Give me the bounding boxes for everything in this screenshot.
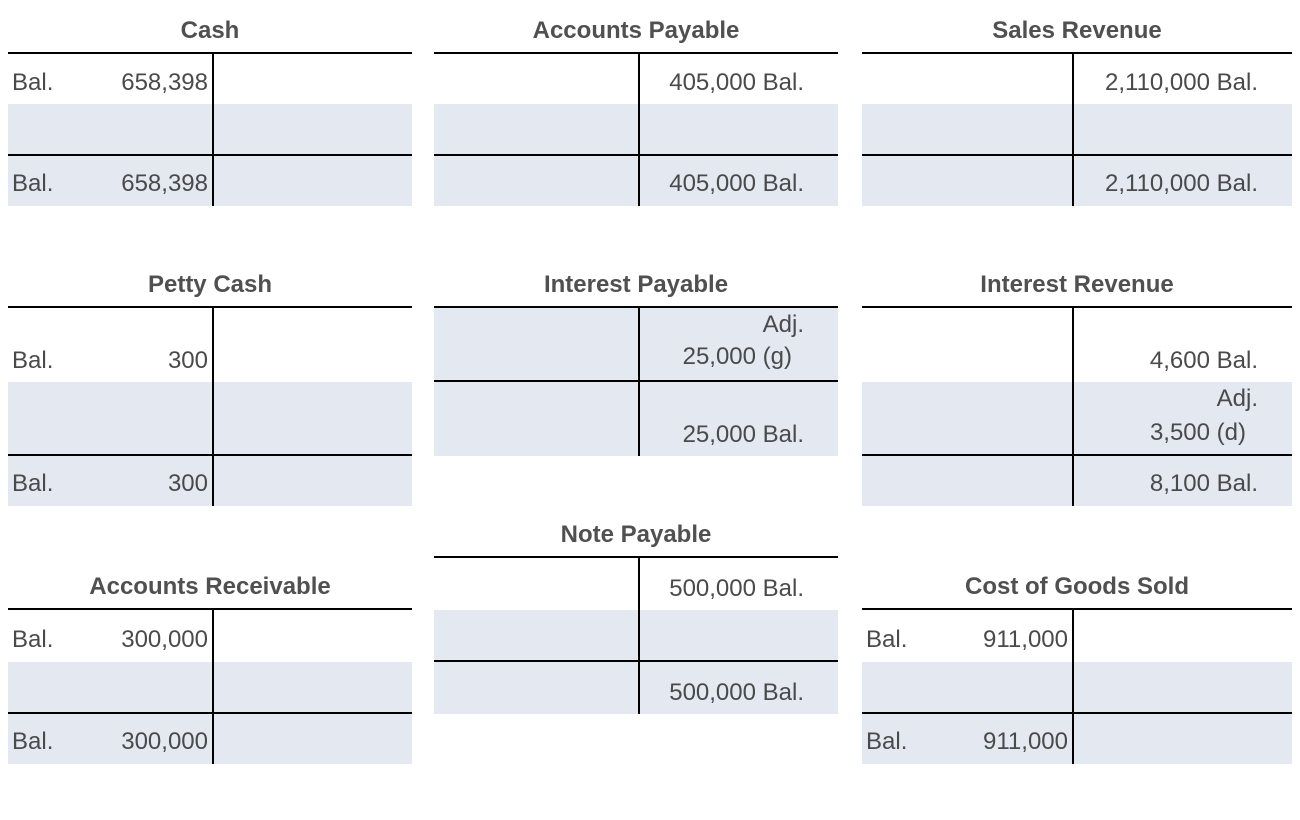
row-opening [8,308,412,382]
t-account-cost-of-goods-sold [862,572,1292,766]
credit-adj-entry: 25,000 (g) [682,343,792,370]
row-entries [8,662,412,712]
credit-closing-amount: 2,110,000 Bal. [1104,170,1258,197]
account-title: Cash [180,17,240,44]
t-account-sales-revenue [862,16,1292,208]
row-closing [862,714,1292,764]
t-account-interest-revenue [862,270,1292,508]
t-account-note-payable [434,520,838,716]
row-opening [8,610,412,662]
account-title: Accounts Payable [532,17,740,44]
row-opening [8,54,412,104]
t-account-accounts-payable [434,16,838,208]
center-rule [212,54,214,206]
debit-opening-amount: 300,000 [121,626,208,653]
row-entries [434,610,838,660]
credit-opening-amount: 500,000 Bal. [669,575,804,602]
row-entries [862,662,1292,712]
center-rule [212,308,214,506]
debit-closing-amount: 300 [167,470,208,497]
account-title: Sales Revenue [992,17,1162,44]
row-closing [8,456,412,506]
center-rule [638,558,640,714]
account-title: Accounts Receivable [89,573,331,600]
t-account-interest-payable [434,270,838,458]
center-rule [1072,308,1074,506]
debit-opening-amount: 658,398 [121,69,208,96]
credit-closing-amount: 405,000 Bal. [669,170,804,197]
center-rule [1072,54,1074,206]
debit-closing-amount: 911,000 [983,728,1068,755]
debit-bal-label: Bal. [12,470,54,497]
debit-bal-label: Bal. [866,728,908,755]
credit-opening-amount: 2,110,000 Bal. [1104,69,1258,96]
credit-adj-label: Adj. [1216,385,1258,412]
row-entries [434,104,838,154]
row-opening [862,610,1292,662]
account-title: Note Payable [560,521,712,548]
debit-bal-label: Bal. [12,170,54,197]
row-closing [8,714,412,764]
center-rule [212,610,214,764]
account-title: Interest Payable [543,271,729,298]
debit-bal-label: Bal. [866,626,908,653]
t-account-cash [8,16,412,208]
row-entries [8,382,412,454]
credit-adj-entry: 3,500 (d) [1149,419,1246,446]
credit-closing-amount: 500,000 Bal. [669,679,804,706]
debit-bal-label: Bal. [12,69,54,96]
debit-bal-label: Bal. [12,626,54,653]
credit-adj-label: Adj. [762,311,804,338]
debit-opening-amount: 911,000 [983,626,1068,653]
account-title: Petty Cash [147,271,273,298]
center-rule [1072,610,1074,764]
row-entries [862,104,1292,154]
debit-closing-amount: 300,000 [121,728,208,755]
debit-bal-label: Bal. [12,728,54,755]
center-rule [638,308,640,456]
credit-closing-amount: 25,000 Bal. [682,421,804,448]
t-account-accounts-receivable [8,572,412,766]
account-title: Cost of Goods Sold [965,573,1189,600]
row-entries [8,104,412,154]
debit-bal-label: Bal. [12,347,54,374]
account-title: Interest Revenue [980,271,1174,298]
center-rule [638,54,640,206]
t-account-petty-cash [8,270,412,508]
row-closing [8,156,412,206]
credit-opening-amount: 405,000 Bal. [669,69,804,96]
debit-closing-amount: 658,398 [121,170,208,197]
credit-closing-amount: 8,100 Bal. [1149,470,1258,497]
debit-opening-amount: 300 [167,347,208,374]
credit-opening-amount: 4,600 Bal. [1149,347,1258,374]
